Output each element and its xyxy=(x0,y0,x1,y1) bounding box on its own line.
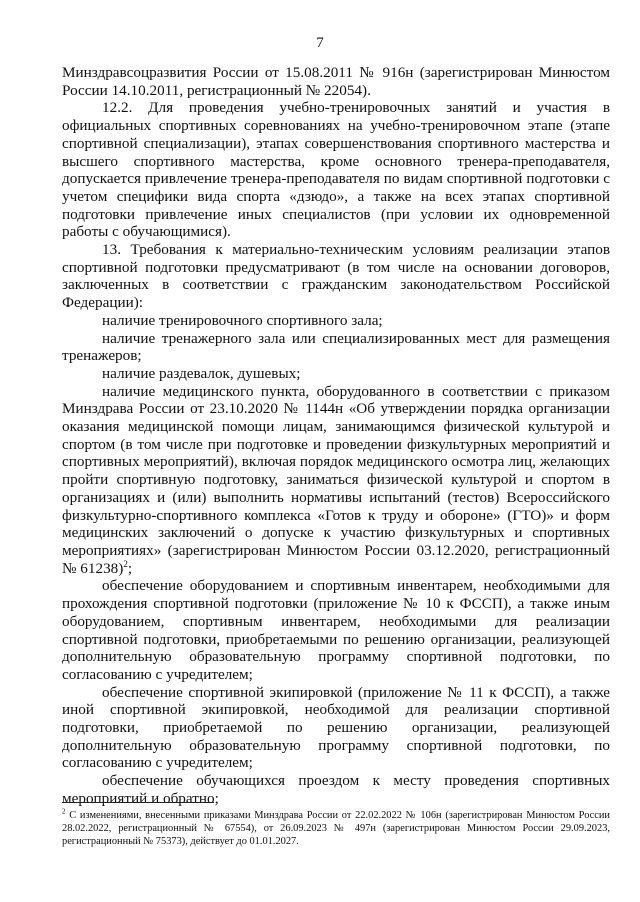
document-body xyxy=(62,64,610,808)
medical-point-text: наличие медицинского пункта, оборудованного в соответствии с приказом Минздрава России от 23.10.2020 № 1144н «Об утверждении порядка организации оказания медицинской помощи лицам, занимающимся физической культурой и спортом (в том числе при подготовке и проведении физкультурных мероприятий и спортивных мероприятий), включая порядок медицинского осмотра лиц, желающих пройти спортивную подготовку, заниматься физической культурой и спортом в организациях и (или) выполнить нормативы испытаний (тестов) Всероссийского физкультурно-спортивного комплекса «Готов к труду и обороне» (ГТО)» и форм медицинских заключений о допуске к участию физкультурных и спортивных мероприятиях» (зарегистрирован Минюстом России 03.12.2020, регистрационный № 61238) xyxy=(62,382,610,577)
list-item-travel: обеспечение обучающихся проездом к месту проведения спортивных мероприятий и обратно; xyxy=(62,772,610,807)
footnote-text: С изменениями, внесенными приказами Минздрава России от 22.02.2022 № 106н (зарегистрирован Минюстом России 28.02.2022, регистрационный № 67554), от 26.09.2023 № 497н (зарегистрирован Минюстом России 29.09.2023, регистрационный № 75373), действует до 01.01.2027. xyxy=(62,810,610,848)
footnote-divider xyxy=(62,802,214,803)
page-number: 7 xyxy=(316,35,324,51)
footnote-marker: 2 xyxy=(62,807,66,816)
paragraph-12-2: 12.2. Для проведения учебно-тренировочных занятий и участия в официальных спортивных соревнованиях на учебно-тренировочном этапе (этапе спортивной специализации), этапах совершенствования спортивного мастерства и высшего спортивного мастерства, кроме основного тренера-преподавателя, допускается привлечение тренера-преподавателя по видам спортивной подготовки с учетом специфики вида спорта «дзюдо», а также на всех этапах спортивной подготовки привлечение иных специалистов (при условии их одновременной работы с обучающимися). xyxy=(62,99,610,241)
footnote-reference: 2 xyxy=(123,558,128,569)
paragraph-13: 13. Требования к материально-техническим условиям реализации этапов спортивной подготовки предусматривают (в том числе на основании договоров, заключенных в соответствии с гражданским законодательством Российской Федерации): xyxy=(62,241,610,312)
list-item-medical-point xyxy=(62,383,610,578)
list-item-locker-rooms: наличие раздевалок, душевых; xyxy=(102,364,301,382)
list-item-sports-gear: обеспечение спортивной экипировкой (приложение № 11 к ФССП), а также иной спортивной экипировкой, необходимой для реализации спортивной подготовки, приобретаемой по решению организации, реализующей дополнительную образовательную программу спортивной подготовки, по согласованию с учредителем; xyxy=(62,683,610,772)
footnote xyxy=(62,809,610,849)
list-item-training-hall: наличие тренировочного спортивного зала; xyxy=(102,311,383,329)
medical-point-tail: ; xyxy=(127,559,133,577)
paragraph-continuation: Минздравсоцразвития России от 15.08.2011 № 916н (зарегистрирован Минюстом России 14.10.2011, регистрационный № 22054). xyxy=(62,64,610,99)
list-item-gym: наличие тренажерного зала или специализированных мест для размещения тренажеров; xyxy=(62,329,610,365)
list-item-equipment: обеспечение оборудованием и спортивным инвентарем, необходимыми для прохождения спортивной подготовки (приложение № 10 к ФССП), а также иным оборудованием, спортивным инвентарем, необходимыми для реализации спортивной подготовки, приобретаемыми по решению организации, реализующей дополнительную образовательную программу спортивной подготовки, по согласованию с учредителем; xyxy=(62,577,610,683)
